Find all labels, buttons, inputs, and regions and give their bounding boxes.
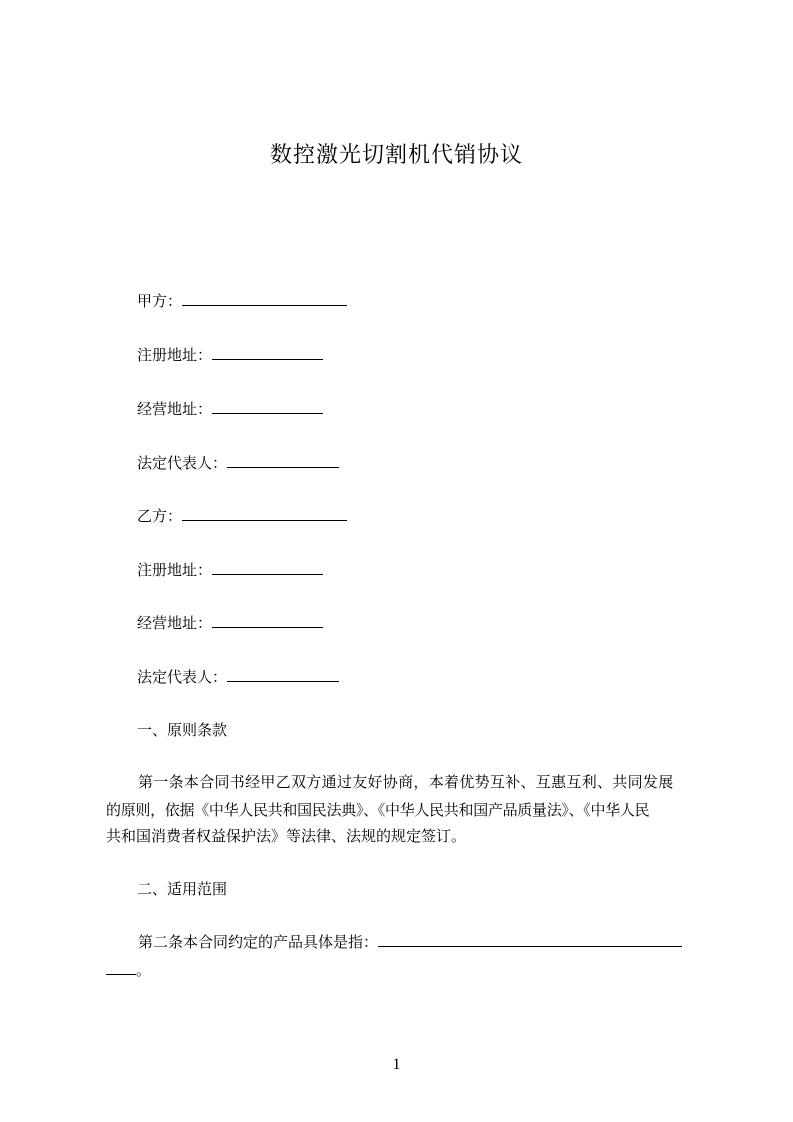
party-b-biz-address-label: 经营地址： [137, 614, 213, 632]
party-b-legal-rep-label: 法定代表人： [137, 668, 228, 686]
article-2-text: 第二条本合同约定的产品具体是指： [138, 933, 379, 951]
page-number: 1 [392, 1056, 401, 1073]
party-a-biz-address-label: 经营地址： [137, 400, 213, 418]
section-2-heading: 二、适用范围 [137, 880, 228, 898]
party-b-biz-address-field [137, 612, 323, 634]
party-a-legal-rep-label: 法定代表人： [137, 454, 228, 472]
section-1-heading: 一、原则条款 [137, 721, 228, 739]
article-2-product-blank-continued[interactable] [106, 959, 136, 975]
article-2-product-blank[interactable] [378, 931, 682, 947]
article-2-line-2 [106, 959, 151, 981]
party-b-reg-address-label: 注册地址： [137, 561, 213, 579]
party-b-name-field [137, 505, 347, 527]
party-b-biz-address-blank[interactable] [212, 612, 323, 628]
party-a-legal-rep-field [137, 452, 339, 474]
party-a-biz-address-field [137, 398, 323, 420]
party-a-legal-rep-blank[interactable] [227, 452, 339, 468]
party-a-reg-address-field [137, 344, 323, 366]
party-b-legal-rep-blank[interactable] [227, 666, 339, 682]
document-title: 数控激光切割机代销协议 [269, 143, 523, 168]
article-2-line-1 [138, 931, 682, 953]
party-a-reg-address-blank[interactable] [212, 344, 323, 360]
article-1-line-1: 第一条本合同书经甲乙双方通过友好协商，本着优势互补、互惠互利、共同发展 [138, 773, 674, 791]
article-1-line-2: 的原则，依据《中华人民共和国民法典》、《中华人民共和国产品质量法》、《中华人民 [106, 801, 650, 819]
party-b-name-label: 乙方： [137, 507, 183, 525]
party-a-biz-address-blank[interactable] [212, 398, 323, 414]
party-a-reg-address-label: 注册地址： [137, 346, 213, 364]
party-b-reg-address-field [137, 559, 323, 581]
party-a-name-blank[interactable] [182, 290, 347, 306]
party-b-reg-address-blank[interactable] [212, 559, 323, 575]
article-2-end-punct: 。 [136, 961, 152, 979]
party-a-name-field [137, 290, 347, 312]
party-b-legal-rep-field [137, 666, 339, 688]
party-b-name-blank[interactable] [182, 505, 347, 521]
party-a-name-label: 甲方： [137, 292, 183, 310]
article-1-line-3: 共和国消费者权益保护法》等法律、法规的规定签订。 [106, 827, 467, 845]
